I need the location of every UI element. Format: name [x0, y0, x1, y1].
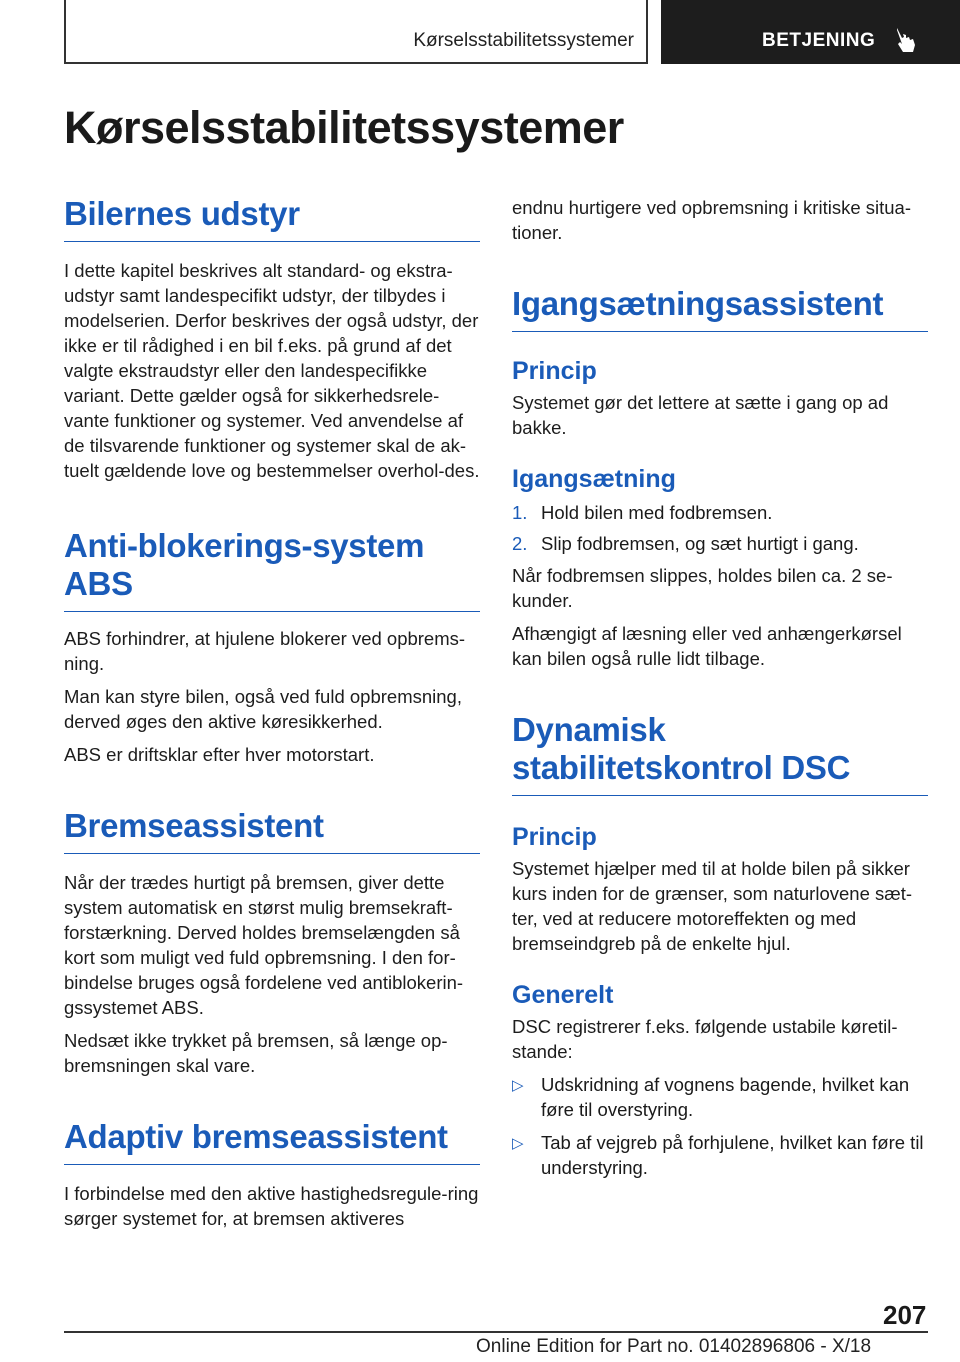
heading-dsc: Dynamisk stabilitetskontrol DSC [512, 711, 928, 796]
paragraph: I forbindelse med den aktive hastighedsregule-ring sørger systemet for, at bremsen aktiveres [64, 1183, 479, 1229]
paragraph: Man kan styre bilen, også ved fuld opbremsning, derved øges den aktive køresikkerhed. [64, 686, 462, 732]
list-item [512, 1072, 928, 1122]
left-column [64, 195, 480, 1231]
paragraph: Nedsæt ikke trykket på bremsen, så længe op-bremsningen skal vare. [64, 1030, 448, 1076]
heading-adaptiv-bremseassistent: Adaptiv bremseassistent [64, 1118, 480, 1165]
heading-abs: Anti-blokerings-system ABS [64, 527, 480, 612]
chapter-label: BETJENING [762, 30, 876, 51]
paragraph: DSC registrerer f.eks. følgende ustabile køretil-stande: [512, 1016, 898, 1062]
list-number: 1. [512, 502, 528, 523]
paragraph: Afhængigt af læsning eller ved anhængerkørsel kan bilen også rulle lidt tilbage. [512, 623, 902, 669]
paragraph-continued: endnu hurtigere ved opbremsning i kritiske situa-tioner. [512, 197, 911, 243]
triangle-bullet-icon: ▷ [512, 1135, 524, 1152]
list-text: Tab af vejgreb på forhjulene, hvilket kan føre til understyring. [541, 1132, 924, 1178]
paragraph: I dette kapitel beskrives alt standard- og ekstra-udstyr samt landespecifikt udstyr, der tilbydes i modelserien. Derfor beskrives der også udstyr, der ikke er til rådighed i en bil f.eks. på grund af det valgte ekstraudstyr eller den landespecifikke variant. Dette gælder også for sikkerhedsrele-vante funktioner og systemer. Ved anvendelse af de tilsvarende funktioner og systemer skal de ak-tuelt gældende love og bestemmelser overhol-des. [64, 260, 480, 481]
list-item [512, 1130, 928, 1180]
list-text: Slip fodbremsen, og sæt hurtigt i gang. [541, 533, 859, 554]
heading-bilernes-udstyr: Bilernes udstyr [64, 195, 480, 242]
subheading-princip: Princip [512, 357, 597, 385]
running-header-section-title: Kørselsstabilitetssystemer [413, 30, 634, 51]
paragraph: ABS er driftsklar efter hver motorstart. [64, 744, 375, 765]
page-number: 207 [883, 1300, 927, 1330]
list-item [512, 500, 928, 525]
paragraph: Når fodbremsen slippes, holdes bilen ca. 2 se-kunder. [512, 565, 893, 611]
subheading-princip: Princip [512, 823, 597, 851]
paragraph: Når der trædes hurtigt på bremsen, giver dette system automatisk en størst mulig bremsekraft-forstærkning. Derved holdes bremselængden så kort som muligt ved fuld opbremsning. I den for-bindelse bruges også fordelene ved antiblokerin-gssystemet ABS. [64, 872, 464, 1018]
list-number: 2. [512, 533, 528, 554]
right-column [512, 195, 928, 1180]
paragraph: Systemet hjælper med til at holde bilen på sikker kurs inden for de grænser, som naturlovene sæt-ter, ved at reducere motoreffekten og med bremseindgreb på de enkelte hjul. [512, 858, 912, 954]
footer-divider [64, 1331, 928, 1333]
paragraph: Systemet gør det lettere at sætte i gang op ad bakke. [512, 392, 889, 438]
heading-bremseassistent: Bremseassistent [64, 807, 480, 854]
footer-edition: Online Edition for Part no. 01402896806 - X/18 [476, 1336, 872, 1357]
list-text: Udskridning af vognens bagende, hvilket kan føre til overstyring. [541, 1074, 910, 1120]
numbered-list [512, 500, 928, 556]
subheading-igangsaetning: Igangsætning [512, 465, 676, 493]
triangle-bullet-icon: ▷ [512, 1077, 524, 1094]
page-title: Kørselsstabilitetssystemer [64, 102, 624, 153]
heading-igangsaetningsassistent: Igangsætningsassistent [512, 285, 928, 332]
running-header-chapter [661, 0, 960, 64]
list-item [512, 531, 928, 556]
pointing-hand-icon [893, 26, 919, 54]
list-text: Hold bilen med fodbremsen. [541, 502, 773, 523]
bullet-list [512, 1072, 928, 1180]
paragraph: ABS forhindrer, at hjulene blokerer ved opbrems-ning. [64, 628, 466, 674]
running-header-section [64, 0, 648, 64]
subheading-generelt: Generelt [512, 981, 614, 1009]
